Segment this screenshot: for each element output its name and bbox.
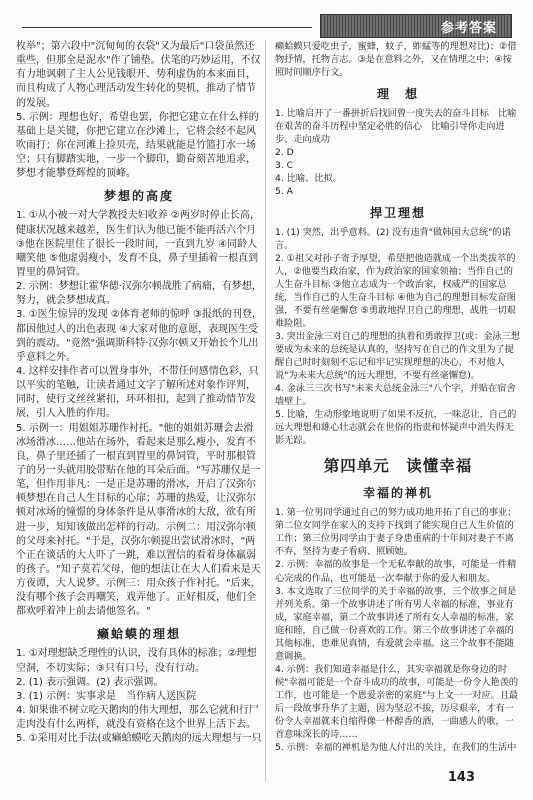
answer-item: 2. D — [275, 147, 294, 159]
answer-item: 2. 示例：幸福的故事是一个无私奉献的故事，可能是一件精心完成的作品，也可能是一次奉献于你的爱人和朋友。 — [275, 559, 517, 584]
page-number: 143 — [447, 770, 475, 785]
answer-item: 5. 示例一：用姐姐苏珊作衬托。"他的姐姐苏珊会去滑冰场滑冰……他站在场外，看起来是那么瘦小，发育不良，鼻子里还插了一根直到胃里的鼻饲管，平时那根管子的另一头就用胶带贴在他的耳朵后面。"写苏珊仅是一笔，但作用非凡：一是正是苏珊的滑冰，开启了汉弥尔顿梦想在自己人生目标的心扉；苏珊的热爱，让汉弥尔顿对冰场的憧憬的身体条件是从事滑冰的大敌，欲有所进一步，知知该做出怎样的行动。示例二：用汉弥尔顿的父母来衬托。"于是，汉弥尔顿提出尝试滑冰时，"两个正在谈话的大人吓了一跳，难以置信的看着身体羸弱的孩子。"知子莫若父母，他的想法让在大人们看来是天方夜谭，大人说梦。示例三：用众孩子作衬托。"后来，没有哪个孩子会再嘲笑，戏弄他了。正好相反，他们全都欢呼着冲上前去请他签名。" — [16, 422, 261, 618]
paragraph: 癞蛤蟆只爱吃虫子，蜜蜂，蚊子，蚱蜢等的理想对比)；②借物抒情，托物言志。③是在意料之外，又在情理之中；④按照时间顺序行文。 — [275, 41, 517, 79]
answer-item: 2. 示例：梦想让霍华德·汉弥尔顿战胜了病痛，有梦想，努力，就会梦想成真。 — [16, 281, 262, 307]
unit-title: 第四单元 读懂幸福 — [323, 457, 473, 476]
header-badge-label: 参考答案 — [440, 21, 497, 36]
answer-item: 4. 比喻、比拟。 — [275, 173, 342, 185]
answer-item: 4. 示例：我们知道幸福是什么，其实幸福就是你身边的时候"幸福可能是一个奋斗成功的故事，可能是一份令人艳羡的工作，也可能是一个恩爱亲密的家庭"与上文一一对应。且最后一段故事升华了主题，因为坚忍不拔，历尽艰辛，才有一份令人幸福就来自缩得像一杯醇香的酒，一曲感人的歌，一首意味深长的诗…… — [275, 663, 519, 740]
answer-item: 2. ①祖父对孙子寄予厚望，希望把他造就成一个出类拔萃的人，②他要当政治家，作为政治家的国家领袖；当作自己的人生奋斗目标 ③他立志成为一个政治家，权威严的国家总统，当作自己的人生奋斗目标 ④他为自己的理想目标发奋图强，不要有丝毫懈怠 ⑤勇敢地捍卫自己的理想，战胜一切艰难险阻。 — [275, 253, 516, 330]
answer-item: 3. ①医生惊异的发现 ②体育老师的惊呼 ③报纸的刊登，都因他过人的出色表现 ④大家对他的意愿，表现医生受到的震动。"竟然"强调斯科特·汉弥尔顿又开始长个儿出乎意料之外。 — [16, 309, 262, 363]
paragraph: 5. 示例：理想也好，希望也罢，你把它建立在什么样的基础上是关键，你把它建立在沙滩上，它将会经不起风吹雨打；你在河滩上捡贝壳，结果就能是竹篮打水一场空；只有脚踏实地，一步一个脚印，勤奋刻苦地追求，梦想才能攀登辉煌的顶峰。 — [16, 111, 259, 180]
paragraph: 枚举"；第六段中"沉甸甸的衣袋"又为最后"口袋虽然还重些，但那全是泥水"作了铺垫。伏笔的巧妙运用，不仅有力地讽刺了主人公见钱眼开、势利虚伪的本来面目，而且构成了人物心理活动发生转化的契机，推动了情节的发展。 — [16, 41, 261, 109]
section-title: 梦想的高度 — [103, 189, 174, 204]
section-title: 癞蛤蟆的理想 — [96, 627, 181, 642]
answer-item: 3. 突出金泳三对自己的理想的执着和勇敢捍卫(或：金泳三想要成为未来的总统是认真的，坚持写在自己的作文里为了提醒自己时时刻刻不忘记和牢记实现理想的决心，不对他人说"为未来大总统"的远大理想，不要有丝毫懈怠)。 — [275, 331, 520, 382]
answer-item: 3. (1) 示例：实事求是 当作病人送医院 — [16, 690, 197, 702]
answer-item: 3. C — [275, 160, 294, 172]
answer-item: 1. 第一位男同学通过自己的努力成功地开拓了自己的事业；第二位女同学在家人的支持下找到了能实现自己人生价值的工作；第三位男同学由于妻子身患重病的十年间对妻子不离不弃，坚持为妻子看病、照顾她。 — [275, 507, 517, 558]
answer-item: 3. 本文选取了三位同学的关于幸福的故事，三个故事之间是并列关系。第一个故事讲述了所有男人幸福的标准，事业有成，家庭幸福，第二个故事讲述了所有女人幸福的标准，家庭和睦，自己做一份喜欢的工作。第三个故事讲述了幸福的其他标准，患难见真情，有爱就会幸福。这三个故事不能随意调换。 — [275, 585, 517, 662]
answer-item: 2. (1) 表示强调。(2) 表示强调。 — [16, 676, 164, 688]
column-divider — [265, 40, 266, 782]
answer-item: 1. (1) 突然，出乎意料。(2) 没有违背"做韩国大总统"的诺言。 — [275, 227, 511, 252]
section-title: 幸福的禅机 — [362, 486, 433, 501]
answer-item: 1. ①对理想缺乏理性的认识，没有具体的标准；②理想空洞，不切实际；③只有口号，没有行动。 — [16, 648, 257, 674]
answer-item: 1. 比喻启开了一番拼折后找回曾一度失去的奋斗目标 比喻在艰苦的奋斗历程中坚定必胜的信心 比喻引导你走向进步、走向成功 — [275, 108, 517, 146]
section-title: 理 想 — [376, 87, 419, 102]
header-rule — [22, 27, 312, 28]
answer-item: 4. 金泳三三次书写"未来大总统金泳三"八个字，并贴在宿舍墙壁上。 — [275, 383, 516, 408]
left-column — [16, 40, 262, 746]
answer-item: 5. 比喻，生动形象地说明了如果不反抗，一味忍让，自己的远大理想和雄心壮志就会在世俗的指责和怀疑声中消失得无影无踪。 — [275, 409, 517, 447]
answer-item: 5. A — [275, 186, 293, 198]
header-badge — [320, 14, 512, 38]
section-title: 捍卫理想 — [369, 206, 426, 221]
answer-item: 5. ①采用对比手法(或癞蛤蟆吃天鹅肉的远大理想与一只 — [16, 733, 262, 745]
answer-item: 4. 这样安排作者可以置身事外，不带任何感情色彩，只以平实的笔触，让读者通过文字了解所述对象作评判，同时，使行文丝丝紧扣，环环相扣，起到了推动情节发展，引人入胜的作用。 — [16, 365, 259, 420]
right-column — [275, 40, 521, 754]
answer-item: 1. ①从小被一对大学教授夫妇收养 ②两岁时停止长高，健康状况越来越差，医生们认为他已能不能再活六个月 ③他在医院里住了很长一段时间，一直到九岁 ④同龄人嘲笑他 ⑤他虚弱瘦小，发育不良，鼻子里插着一根直到胃里的鼻饲管。 — [16, 210, 260, 278]
answer-item: 4. 如果谁不树立吃天鹅肉的伟大理想，那么它就和行尸走肉没有什么两样，就没有资格在这个世界上活下去。 — [16, 705, 259, 731]
answer-item: 5. 示例：幸福的禅机是为他人付出的关注，在我们的生活中 — [275, 741, 517, 753]
